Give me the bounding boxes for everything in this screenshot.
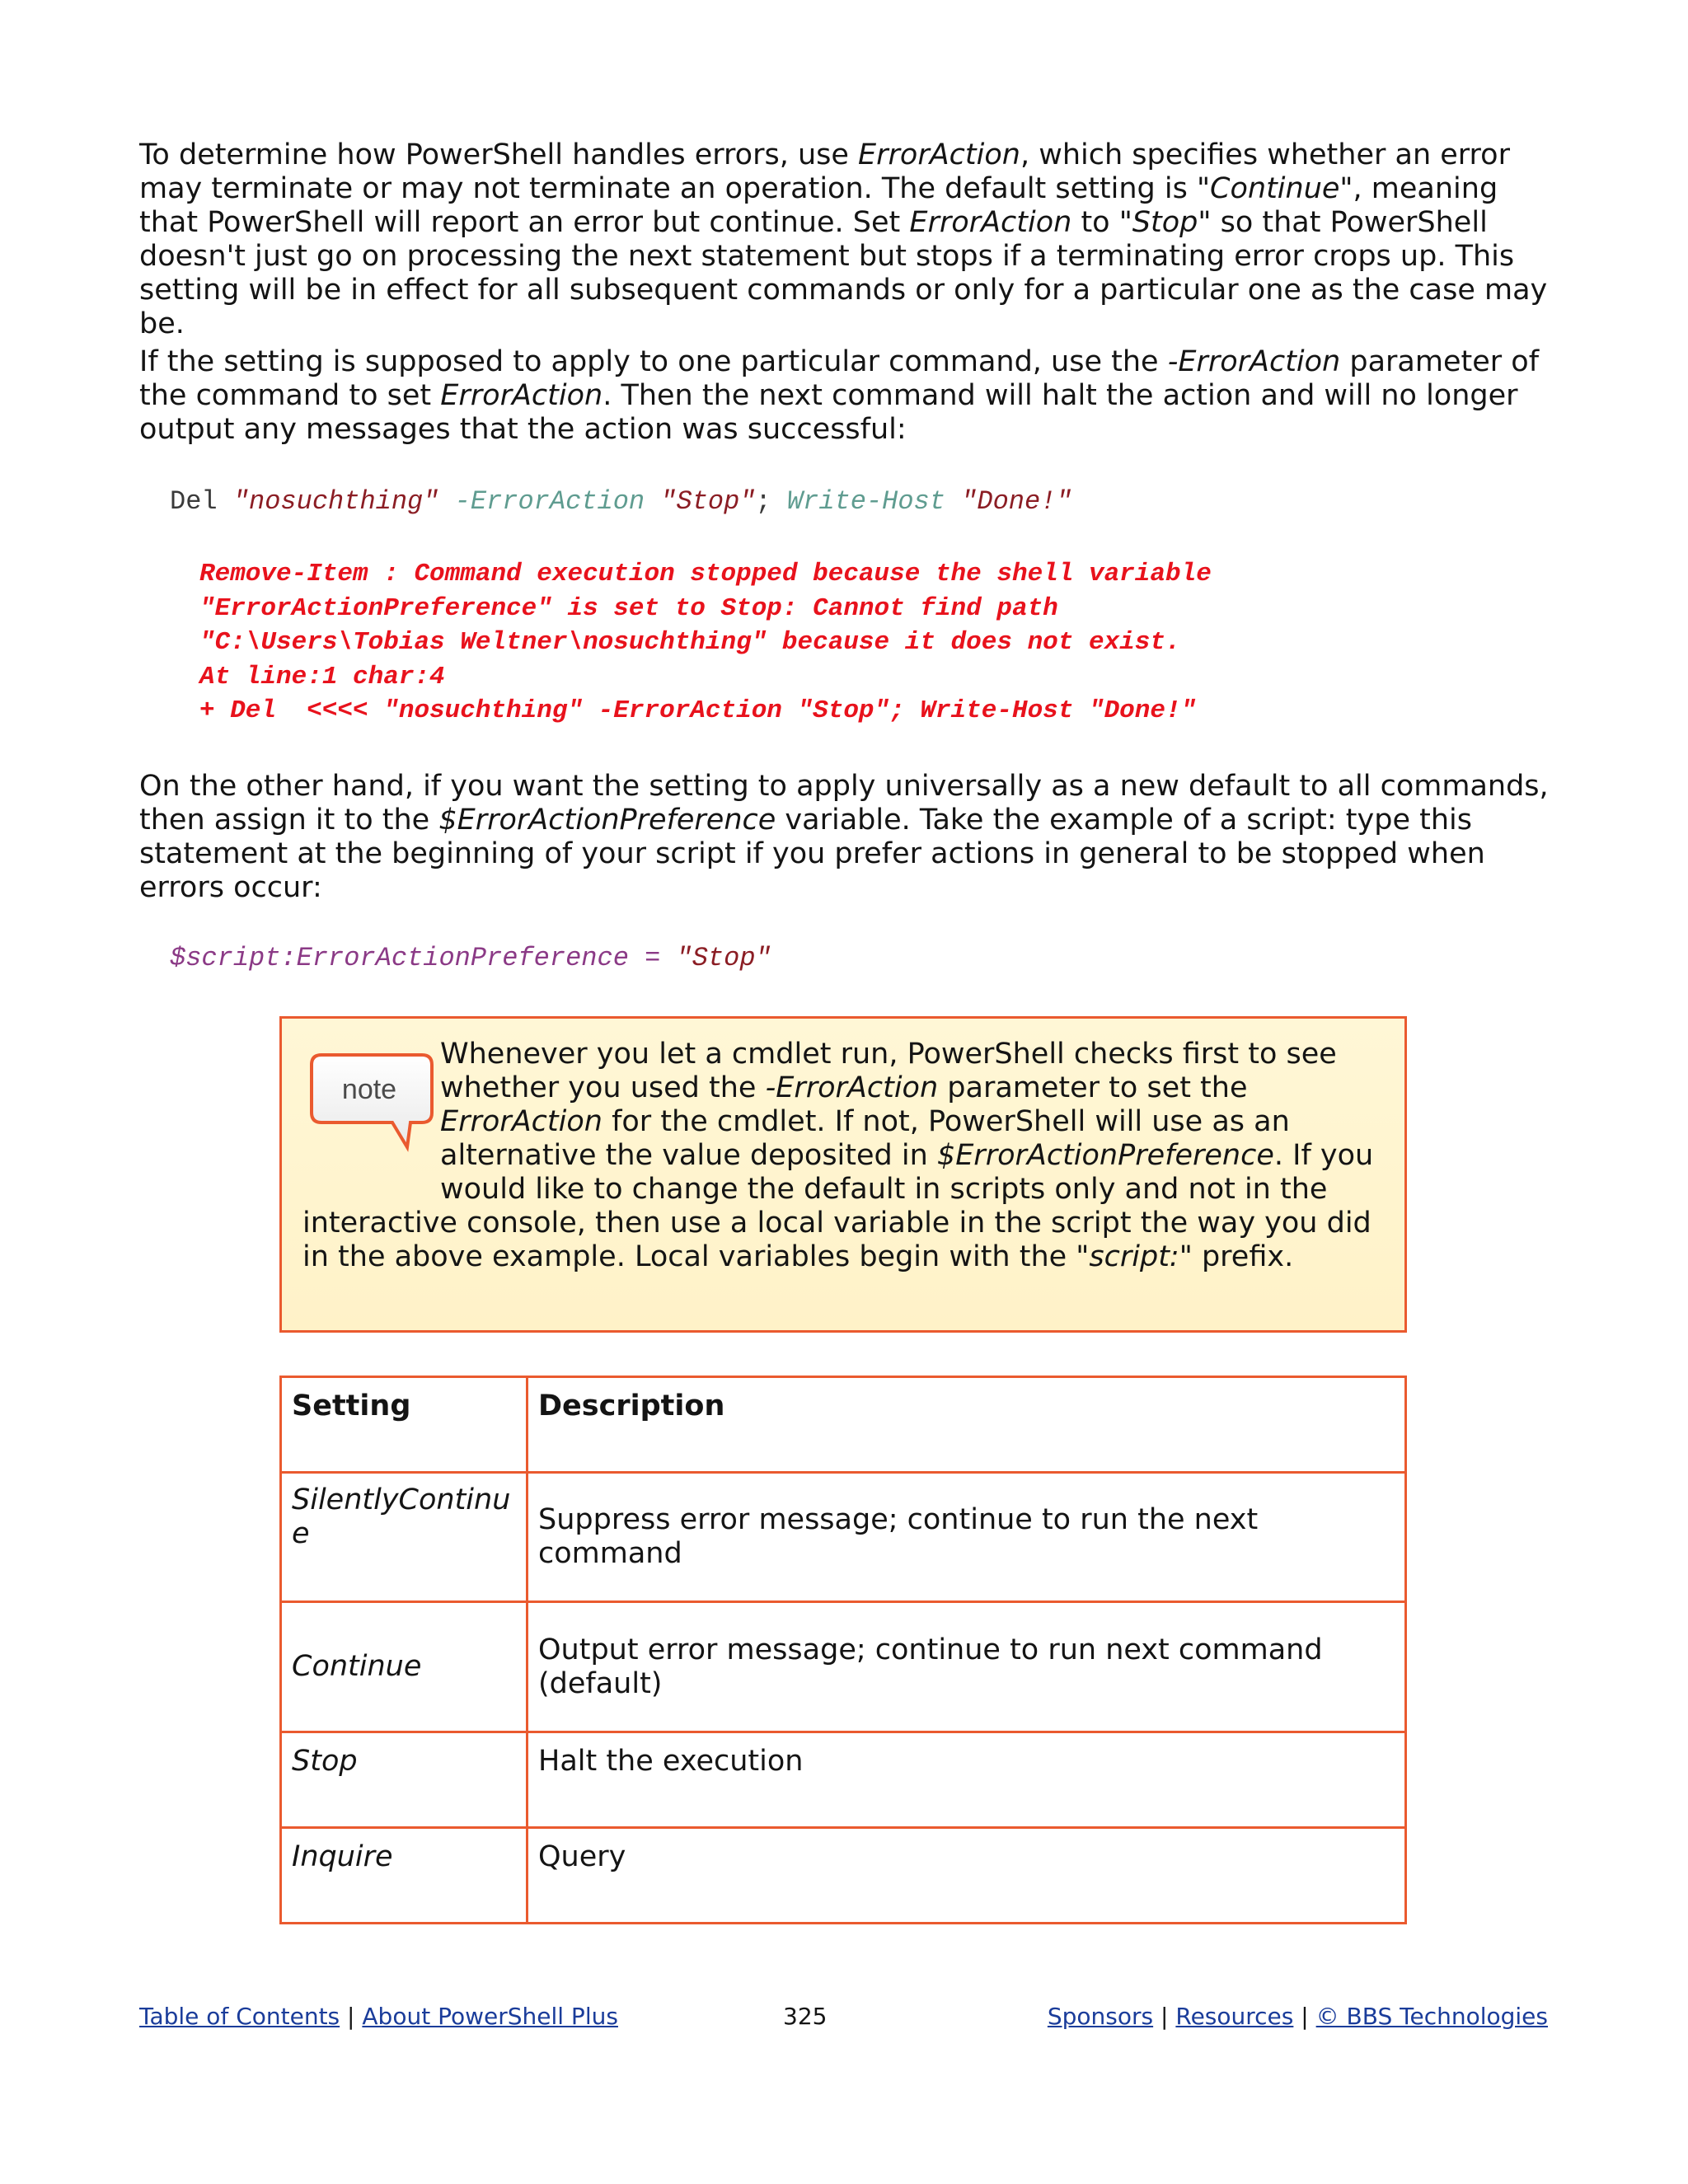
resources-link[interactable]: Resources [1175,2003,1294,2030]
table-of-contents-link[interactable]: Table of Contents [139,2003,340,2030]
table-row [281,1732,1406,1828]
page-number: 325 [783,2003,828,2030]
footer-left-links [139,2003,618,2031]
about-powershell-plus-link[interactable]: About PowerShell Plus [362,2003,618,2030]
paragraph-single-command: If the setting is supposed to apply to one particular command, use the -ErrorAction parameter of the command to set ErrorAction. Then the next command will halt the action and will no longer output any messages that the action was successful: [139,345,1540,446]
table-header-setting: Setting [281,1377,528,1473]
erroraction-settings-table [279,1376,1407,1924]
footer-separator: | [347,2003,355,2030]
footer-separator: | [1301,2003,1309,2030]
table-cell-description: Query [528,1828,1406,1924]
note-box [279,1016,1407,1333]
table-row [281,1828,1406,1924]
error-line: At line:1 char:4 [199,662,445,691]
table-cell-description: Output error message; continue to run next command (default) [528,1602,1406,1732]
table-cell-setting: SilentlyContinu e [281,1473,528,1602]
sponsors-link[interactable]: Sponsors [1047,2003,1154,2030]
table-cell-description: Halt the execution [528,1732,1406,1828]
table-cell-description: Suppress error message; continue to run the next command [528,1473,1406,1602]
table-cell-setting: Continue [281,1602,528,1732]
code-sample-preference: $script:ErrorActionPreference = "Stop" [170,943,771,973]
error-line: Remove-Item : Command execution stopped because the shell variable [199,560,1212,588]
note-text: Whenever you let a cmdlet run, PowerShell checks first to see whether you used the -ErrorAction parameter to set the ErrorAction for the cmdlet. If not, PowerShell will use as an alternative the value deposited in $ErrorActionPreference. If you would like to change the default in scripts only and not in the interactive console, then use a local variable in the script the way you did in the above example. Local variables begin with the "script:" prefix. [302,1038,1374,1273]
table-header-row [281,1377,1406,1473]
code-sample-del: Del "nosuchthing" -ErrorAction "Stop"; Write-Host "Done!" [170,486,1072,517]
error-line: "ErrorActionPreference" is set to Stop: Cannot find path [199,593,1058,623]
footer-separator: | [1160,2003,1169,2030]
table-header-description: Description [528,1377,1406,1473]
table-row [281,1473,1406,1602]
paragraph-erroraction-intro: To determine how PowerShell handles errors, use ErrorAction, which specifies whether an error may terminate or may not terminate an operation. The default setting is "Continue", meaning that PowerShell will report an error but continue. Set ErrorAction to "Stop" so that PowerShell doesn't just go on processing the next statement but stops if a terminating error crops up. This setting will be in effect for all subsequent commands or only for a particular one as the case may be. [139,138,1548,340]
footer-right-links [1048,2003,1548,2031]
error-line: + Del <<<< "nosuchthing" -ErrorAction "Stop"; Write-Host "Done!" [199,696,1197,725]
error-output [199,557,1212,729]
table-cell-setting: Inquire [281,1828,528,1924]
error-line: "C:\Users\Tobias Weltner\nosuchthing" because it does not exist. [199,628,1181,657]
table-cell-setting: Stop [281,1732,528,1828]
bbs-technologies-link[interactable]: © BBS Technologies [1315,2003,1548,2030]
table-row [281,1602,1406,1732]
paragraph-universal-default: On the other hand, if you want the setting to apply universally as a new default to all commands, then assign it to the $ErrorActionPreference variable. Take the example of a script: type this statement at the beginning of your script if you prefer actions in general to be stopped when errors occur: [139,770,1549,904]
note-icon-label: note [341,1074,397,1105]
